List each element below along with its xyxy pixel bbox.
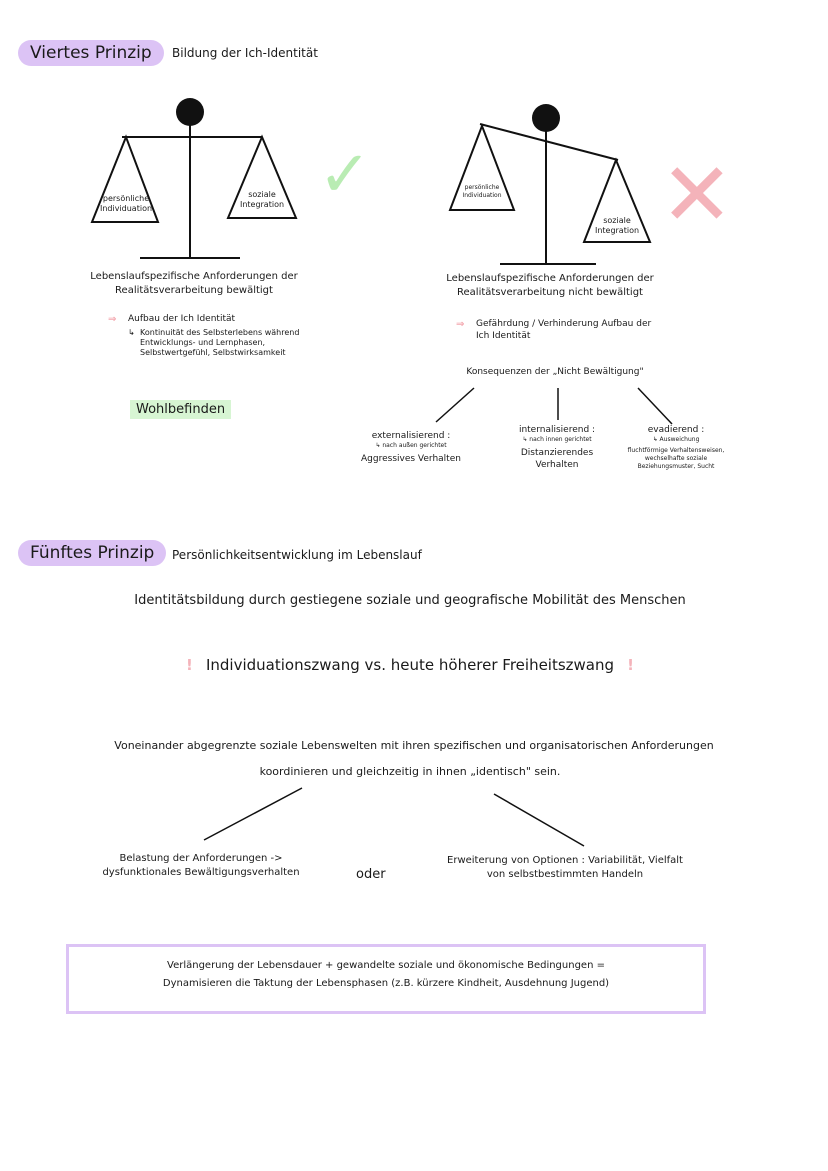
right-scale-pivot — [532, 104, 560, 132]
alert-icon: ! — [186, 656, 193, 674]
consequence-branches — [436, 388, 672, 424]
left-result: Aufbau der Ich Identität — [128, 314, 236, 324]
consequences-title: Konsequenzen der „Nicht Bewältigung" — [466, 367, 644, 377]
belastung-branch: Belastung der Anforderungen -> dysfunktionales Bewältigungsverhalten — [102, 853, 300, 878]
optionen-branch: Erweiterung von Optionen : Variabilität, Vielfalt von selbstbestimmten Handeln — [447, 855, 683, 880]
freiheitszwang-text: Individuationszwang vs. heute höherer Freiheitszwang — [205, 656, 615, 674]
right-result-arrow-icon: ⇒ — [456, 319, 465, 330]
branch-externalisierend — [356, 430, 466, 465]
principle4-heading: Viertes Prinzip — [18, 40, 164, 66]
branch-text: fluchtförmige Verhaltensweisen, wechselhafte soziale Beziehungsmuster, Sucht — [627, 447, 725, 470]
left-detail: Kontinuität des Selbsterlebens während Entwicklungs- und Lernphasen, Selbstwertgefühl, Selbstwirksamkeit — [140, 328, 300, 357]
freiheitszwang-line — [60, 655, 760, 675]
mobility-line: Identitätsbildung durch gestiegene soziale und geografische Mobilität des Menschen — [134, 593, 686, 608]
wohlbefinden-highlight: Wohlbefinden — [130, 400, 231, 419]
branch-note: ↳ nach innen gerichtet — [522, 436, 592, 443]
branch-text: Distanzierendes Verhalten — [520, 448, 594, 470]
branch-note: ↳ Ausweichung — [652, 436, 700, 443]
summary-box — [66, 944, 706, 1014]
branch-text: Aggressives Verhalten — [361, 454, 461, 464]
principle4-subtitle: Bildung der Ich-Identität — [172, 46, 318, 60]
right-result: Gefährdung / Verhinderung Aufbau der Ich Identität — [476, 319, 652, 341]
left-pan-left-label: persönliche Individuation — [99, 194, 153, 213]
right-pan-left-label: persönliche Individuation — [462, 184, 502, 199]
summary-line-1: Verlängerung der Lebensdauer + gewandelte soziale und ökonomische Bedingungen = — [167, 960, 605, 971]
left-scale-pivot — [176, 98, 204, 126]
check-icon: ✓ — [318, 138, 372, 212]
branch-internalisierend — [502, 424, 612, 471]
right-scale-caption: Lebenslaufspezifische Anforderungen der Realitätsverarbeitung nicht bewältigt — [446, 273, 654, 298]
oder-label: oder — [356, 867, 386, 882]
alert-icon: ! — [627, 656, 634, 674]
branch-title: internalisierend : — [518, 425, 596, 435]
right-pan-right-label: soziale Integration — [594, 216, 640, 235]
principle5-subtitle: Persönlichkeitsentwicklung im Lebenslauf — [172, 548, 422, 562]
lebenswelten-line: Voneinander abgegrenzte soziale Lebenswelten mit ihren spezifischen und organisatorischen Anforderungen — [114, 739, 714, 752]
summary-line-2: Dynamisieren die Taktung der Lebensphasen (z.B. kürzere Kindheit, Ausdehnung Jugend) — [162, 978, 610, 989]
branch-title: externalisierend : — [371, 431, 451, 441]
branch-title: evadierend : — [647, 425, 705, 435]
left-scale-drawing — [92, 110, 296, 258]
cross-icon: ✕ — [660, 143, 734, 246]
branch-evadierend — [616, 424, 736, 471]
left-detail-arrow-icon: ↳ — [128, 328, 135, 337]
left-pan-right-label: soziale Integration — [239, 190, 285, 209]
principle5-heading: Fünftes Prinzip — [18, 540, 166, 566]
principle5-branches — [204, 788, 584, 846]
branch-note: ↳ nach außen gerichtet — [375, 442, 447, 449]
left-result-arrow-icon: ⇒ — [108, 314, 117, 325]
left-scale-caption: Lebenslaufspezifische Anforderungen der Realitätsverarbeitung bewältigt — [90, 271, 298, 296]
koordinieren-line: koordinieren und gleichzeitig in ihnen „identisch" sein. — [259, 765, 561, 778]
